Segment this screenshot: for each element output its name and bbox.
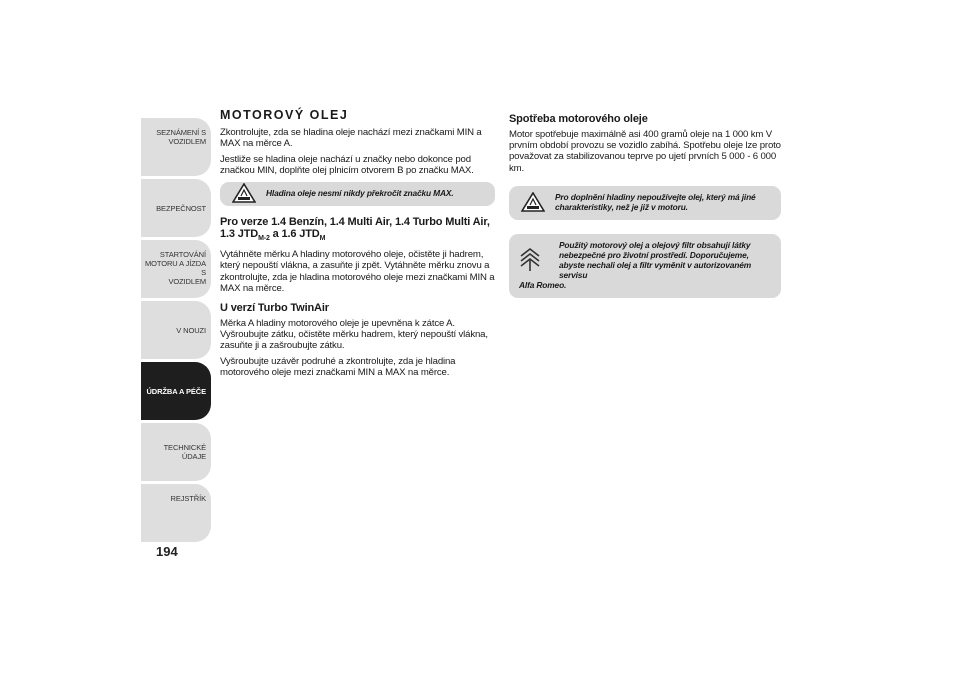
right-column [509, 113, 781, 308]
subsection-title: U verzí Turbo TwinAir [220, 302, 329, 315]
section-title: MOTOROVÝ OLEJ [220, 108, 349, 122]
tab-seznameni[interactable] [141, 118, 211, 176]
subsection-title [220, 216, 495, 245]
tab-label: ÚDRŽBA A PÉČE [146, 386, 206, 396]
left-column [220, 110, 495, 382]
environment-text-end: Alfa Romeo. [519, 279, 567, 290]
warning-triangle-icon [521, 192, 545, 214]
section-title: Spotřeba motorového oleje [509, 113, 648, 125]
warning-note [509, 186, 781, 220]
warning-triangle-icon [232, 183, 256, 205]
paragraph: Vytáhněte měrku A hladiny motorového oleje, očistěte ji hadrem, který nepouští vlákna, a zasuňte ji zpět. Vytáhněte měrku znovu a zkontrolujte, zda je hladina motorového oleje mezi značkami MIN a MAX na měrce. [220, 249, 495, 294]
paragraph: Jestliže se hladina oleje nachází u značky nebo dokonce pod značkou MIN, doplňte olej plnicím otvorem B po značku MAX. [220, 153, 474, 176]
paragraph: Zkontrolujte, zda se hladina oleje nachází mezi značkami MIN a MAX na měrce A. [220, 127, 482, 150]
tab-label: SEZNÁMENÍ S VOZIDLEM [156, 128, 206, 146]
environment-text: Použitý motorový olej a olejový filtr obsahují látky nebezpečné pro životní prostředí. Doporučujeme, abyste nechali olej a filtr vyměnit v autorizovaném servisu [559, 239, 752, 280]
tab-rejstrik[interactable] [141, 484, 211, 542]
tab-label: TECHNICKÉ ÚDAJE [163, 443, 206, 461]
tab-udrzba[interactable] [141, 362, 211, 420]
subsection-title-part: 1.3 JTD [220, 228, 259, 241]
subscript: M [319, 235, 326, 243]
paragraph: Měrka A hladiny motorového oleje je upevněna k zátce A. Vyšroubujte zátku, očistěte měrku hadrem, který nepouští vlákna, zasuňte ji a zašroubujte zátku. [220, 318, 488, 352]
paragraph: Vyšroubujte uzávěr podruhé a zkontrolujte, zda je hladina motorového oleje mezi značkami MIN a MAX na měrce. [220, 355, 456, 378]
warning-text: Hladina oleje nesmí nikdy překročit značku MAX. [266, 188, 454, 199]
tab-bezpecnost[interactable] [141, 179, 211, 237]
tab-label: REJSTŘÍK [170, 494, 206, 503]
warning-text: Pro doplnění hladiny nepoužívejte olej, který má jiné charakteristiky, než je již v motoru. [555, 191, 756, 212]
tab-technicke-udaje[interactable] [141, 423, 211, 481]
subsection-title-line1: Pro verze 1.4 Benzín, 1.4 Multi Air, 1.4 Turbo Multi Air, [220, 216, 490, 229]
chapter-sidebar [141, 118, 211, 545]
tab-v-nouzi[interactable] [141, 301, 211, 359]
environment-note [509, 234, 781, 298]
subsection-title-part: a 1.6 JTD [269, 228, 320, 241]
tab-label: BEZPEČNOST [156, 203, 206, 213]
warning-note [220, 182, 495, 206]
paragraph: Motor spotřebuje maximálně asi 400 gramů oleje na 1 000 km V prvním období provozu se vozidlo zabíhá. Spotřebu oleje lze proto považovat za stabilizovanou teprve po ujetí prvních 5 000 - 6 000 km. [509, 129, 781, 174]
subscript: M-2 [258, 235, 270, 243]
tab-label: V NOUZI [176, 325, 206, 335]
tab-startovani[interactable] [141, 240, 211, 298]
environment-tree-icon [519, 246, 541, 274]
page-number: 194 [156, 544, 178, 559]
tab-label: STARTOVÁNÍ MOTORU A JÍZDA S VOZIDLEM [145, 250, 206, 286]
